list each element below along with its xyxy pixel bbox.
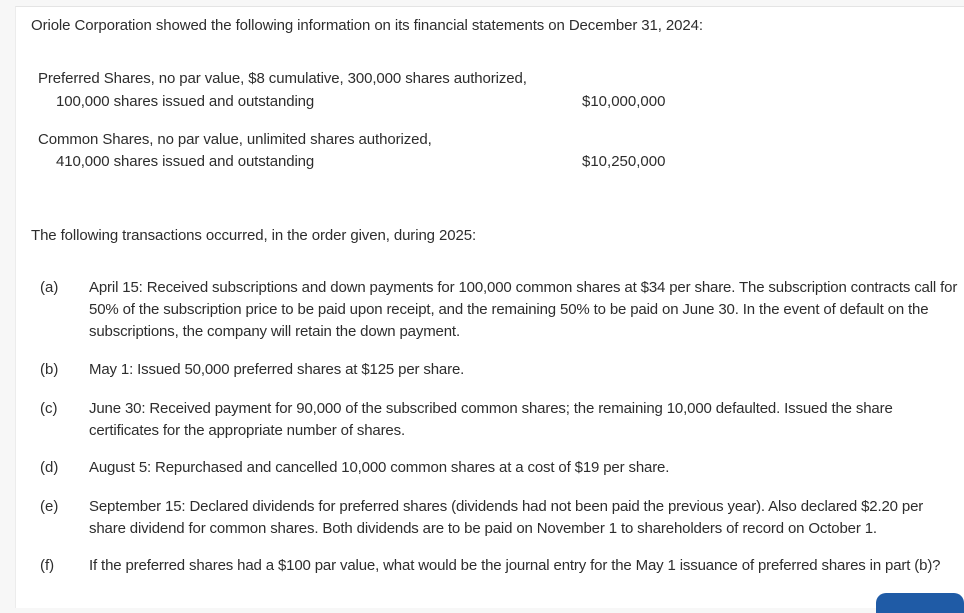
balance-amount: $10,000,000	[582, 93, 666, 110]
transaction-label: (b)	[40, 361, 59, 378]
balance-line2: 410,000 shares issued and outstanding	[56, 153, 315, 170]
transaction-text: August 5: Repurchased and cancelled 10,000 common shares at a cost of $19 per share.	[89, 459, 670, 476]
balance-line2: 100,000 shares issued and outstanding	[56, 93, 315, 110]
transaction-label: (f)	[40, 557, 55, 574]
transaction-label: (e)	[40, 498, 59, 515]
transaction-label: (a)	[40, 279, 59, 296]
balance-line1: Preferred Shares, no par value, $8 cumulative, 300,000 shares authorized,	[38, 70, 527, 87]
intro-text: Oriole Corporation showed the following information on its financial statements on December 31, 2024:	[31, 17, 703, 34]
transaction-label: (d)	[40, 459, 59, 476]
transaction-text: June 30: Received payment for 90,000 of the subscribed common shares; the remaining 10,000 defaulted. Issued the share certificates for the appropriate number of shares.	[89, 400, 893, 439]
balance-amount: $10,250,000	[582, 153, 666, 170]
transaction-text: May 1: Issued 50,000 preferred shares at $125 per share.	[89, 361, 465, 378]
transaction-text: If the preferred shares had a $100 par value, what would be the journal entry for the May 1 issuance of preferred shares in part (b)?	[89, 557, 941, 574]
transaction-text: September 15: Declared dividends for preferred shares (dividends had not been paid the previous year). Also declared $2.20 per share dividend for common shares. Both dividends are to be paid on November 1 to shareholders of record on October 1.	[89, 498, 924, 537]
transaction-label: (c)	[40, 400, 58, 417]
transaction-text: April 15: Received subscriptions and down payments for 100,000 common shares at $34 per share. The subscription contracts call for 50% of the subscription price to be paid upon receipt, and the remaining 50% to be paid on June 30. In the event of default on the subscriptions, the company will retain the down payment.	[89, 279, 958, 340]
transactions-intro: The following transactions occurred, in the order given, during 2025:	[31, 227, 477, 244]
balance-line1: Common Shares, no par value, unlimited shares authorized,	[38, 131, 432, 148]
action-button[interactable]	[876, 593, 964, 613]
problem-statement-panel	[15, 6, 964, 608]
